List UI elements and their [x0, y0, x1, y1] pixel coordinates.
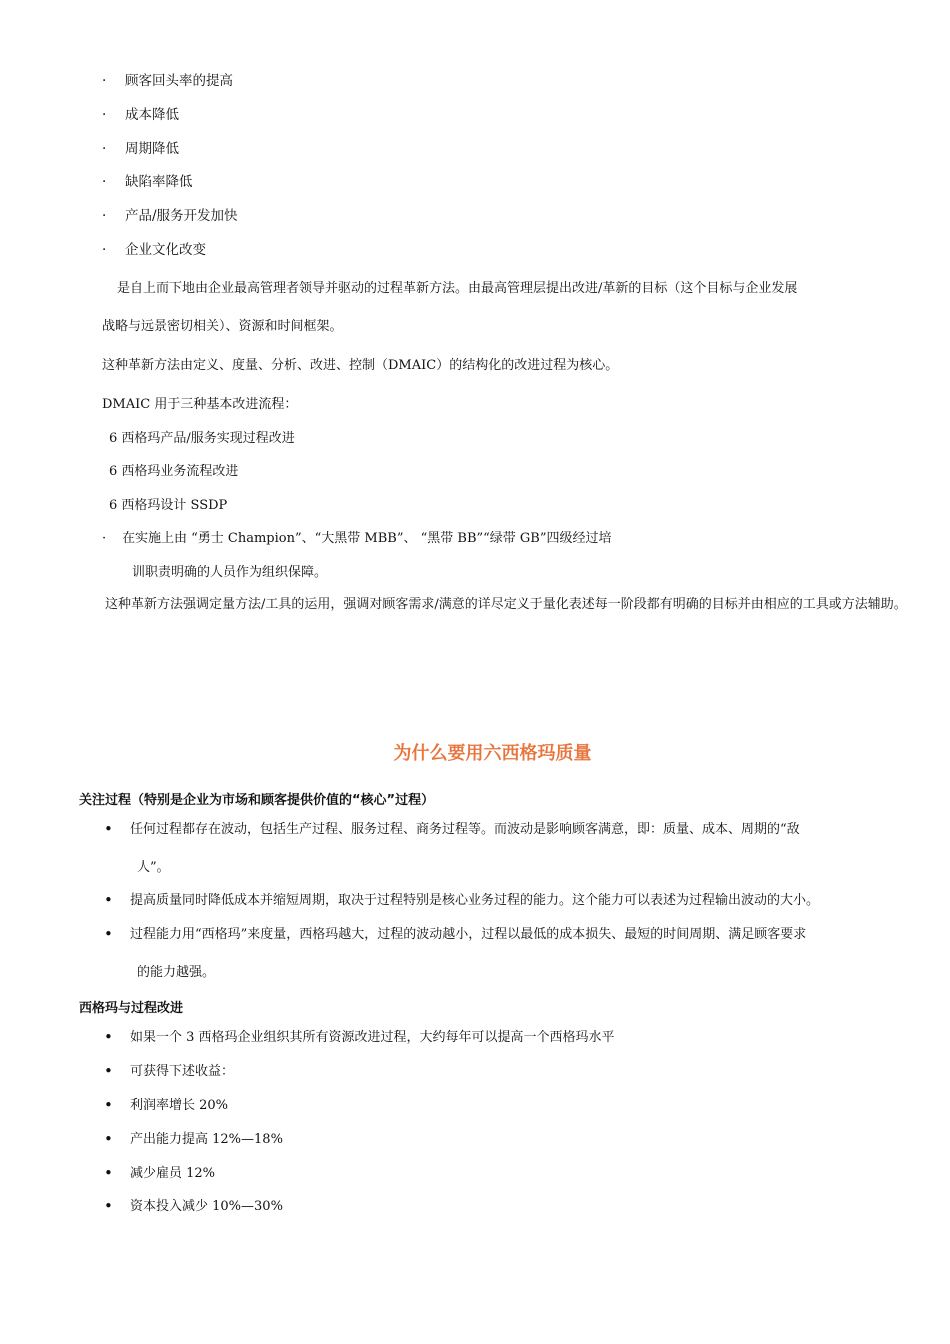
bullet-text: 过程能力用“西格玛”来度量，西格玛越大，过程的波动越小，过程以最低的成本损失、最短的时间周期、满足顾客要求 [130, 927, 807, 942]
paragraph-line: 是自上而下地由企业最高管理者领导并驱动的过程革新方法。由最高管理层提出改进/革新的目标（这个目标与企业发展 [117, 281, 798, 296]
list-item-text: 顾客回头率的提高 [125, 73, 233, 89]
implementation-line: 训职责明确的人员作为组织保障。 [132, 565, 328, 580]
bullet-dot: · [102, 208, 107, 224]
bullet-icon: • [104, 1197, 113, 1215]
bullet-text: 的能力越强。 [137, 965, 216, 980]
bullet-icon: • [104, 820, 113, 838]
bullet-text: 提高质量同时降低成本并缩短周期，取决于过程特别是核心业务过程的能力。这个能力可以表述为过程输出波动的大小。 [130, 893, 820, 908]
bullet-dot: · [102, 141, 107, 157]
bullet-icon: • [104, 1130, 113, 1148]
bullet-icon: • [104, 891, 113, 909]
section-title: 为什么要用六西格玛质量 [393, 743, 592, 764]
dmaic-item: 6 西格玛产品/服务实现过程改进 [109, 431, 295, 446]
list-item-text: 周期降低 [125, 141, 179, 157]
list-item [102, 106, 106, 124]
subheading: 西格玛与过程改进 [79, 1001, 184, 1016]
paragraph: 这种革新方法强调定量方法/工具的运用，强调对顾客需求/满意的详尽定义于量化表述每一阶段都有明确的目标并由相应的工具或方法辅助。 [105, 597, 907, 612]
list-item [102, 241, 106, 259]
bullet-text: 任何过程都存在波动，包括生产过程、服务过程、商务过程等。而波动是影响顾客满意，即：质量、成本、周期的“敌 [130, 822, 800, 837]
bullet-icon: • [104, 1164, 113, 1182]
list-item [102, 207, 106, 225]
bullet-dot: · [102, 174, 107, 190]
paragraph-line: 战略与远景密切相关）、资源和时间框架。 [102, 319, 343, 334]
list-item-text: 缺陷率降低 [125, 174, 193, 190]
bullet-dot: · [102, 531, 107, 546]
list-item-text: 企业文化改变 [125, 242, 206, 258]
list-item-text: 产品/服务开发加快 [125, 208, 238, 224]
bullet-icon: • [104, 1062, 113, 1080]
bullet-text: 利润率增长 20% [130, 1098, 229, 1113]
bullet-text: 产出能力提高 12%—18% [130, 1132, 283, 1147]
list-item [102, 72, 106, 90]
bullet-icon: • [104, 1096, 113, 1114]
dmaic-item: 6 西格玛设计 SSDP [109, 498, 228, 513]
bullet-text: 可获得下述收益： [130, 1064, 235, 1079]
implementation-line: 在实施上由 “勇士 Champion”、“大黑带 MBB”、 “黑带 BB”“绿带 GB”四级经过培 [122, 531, 612, 546]
list-item [102, 173, 106, 191]
bullet-icon: • [104, 1028, 113, 1046]
list-item [102, 140, 106, 158]
bullet-dot: · [102, 107, 107, 123]
dmaic-item: 6 西格玛业务流程改进 [109, 464, 239, 479]
bullet-text: 资本投入减少 10%—30% [130, 1199, 283, 1214]
paragraph: 这种革新方法由定义、度量、分析、改进、控制（DMAIC）的结构化的改进过程为核心。 [102, 358, 619, 373]
bullet-dot: · [102, 242, 107, 258]
bullet-text: 如果一个 3 西格玛企业组织其所有资源改进过程，大约每年可以提高一个西格玛水平 [130, 1030, 615, 1045]
list-item-text: 成本降低 [125, 107, 179, 123]
dmaic-intro: DMAIC 用于三种基本改进流程： [102, 397, 298, 412]
bullet-text: 人”。 [137, 860, 170, 875]
subheading: 关注过程（特别是企业为市场和顾客提供价值的“核心”过程） [79, 793, 435, 808]
bullet-text: 减少雇员 12% [130, 1166, 216, 1181]
bullet-icon: • [104, 925, 113, 943]
bullet-dot: · [102, 73, 107, 89]
